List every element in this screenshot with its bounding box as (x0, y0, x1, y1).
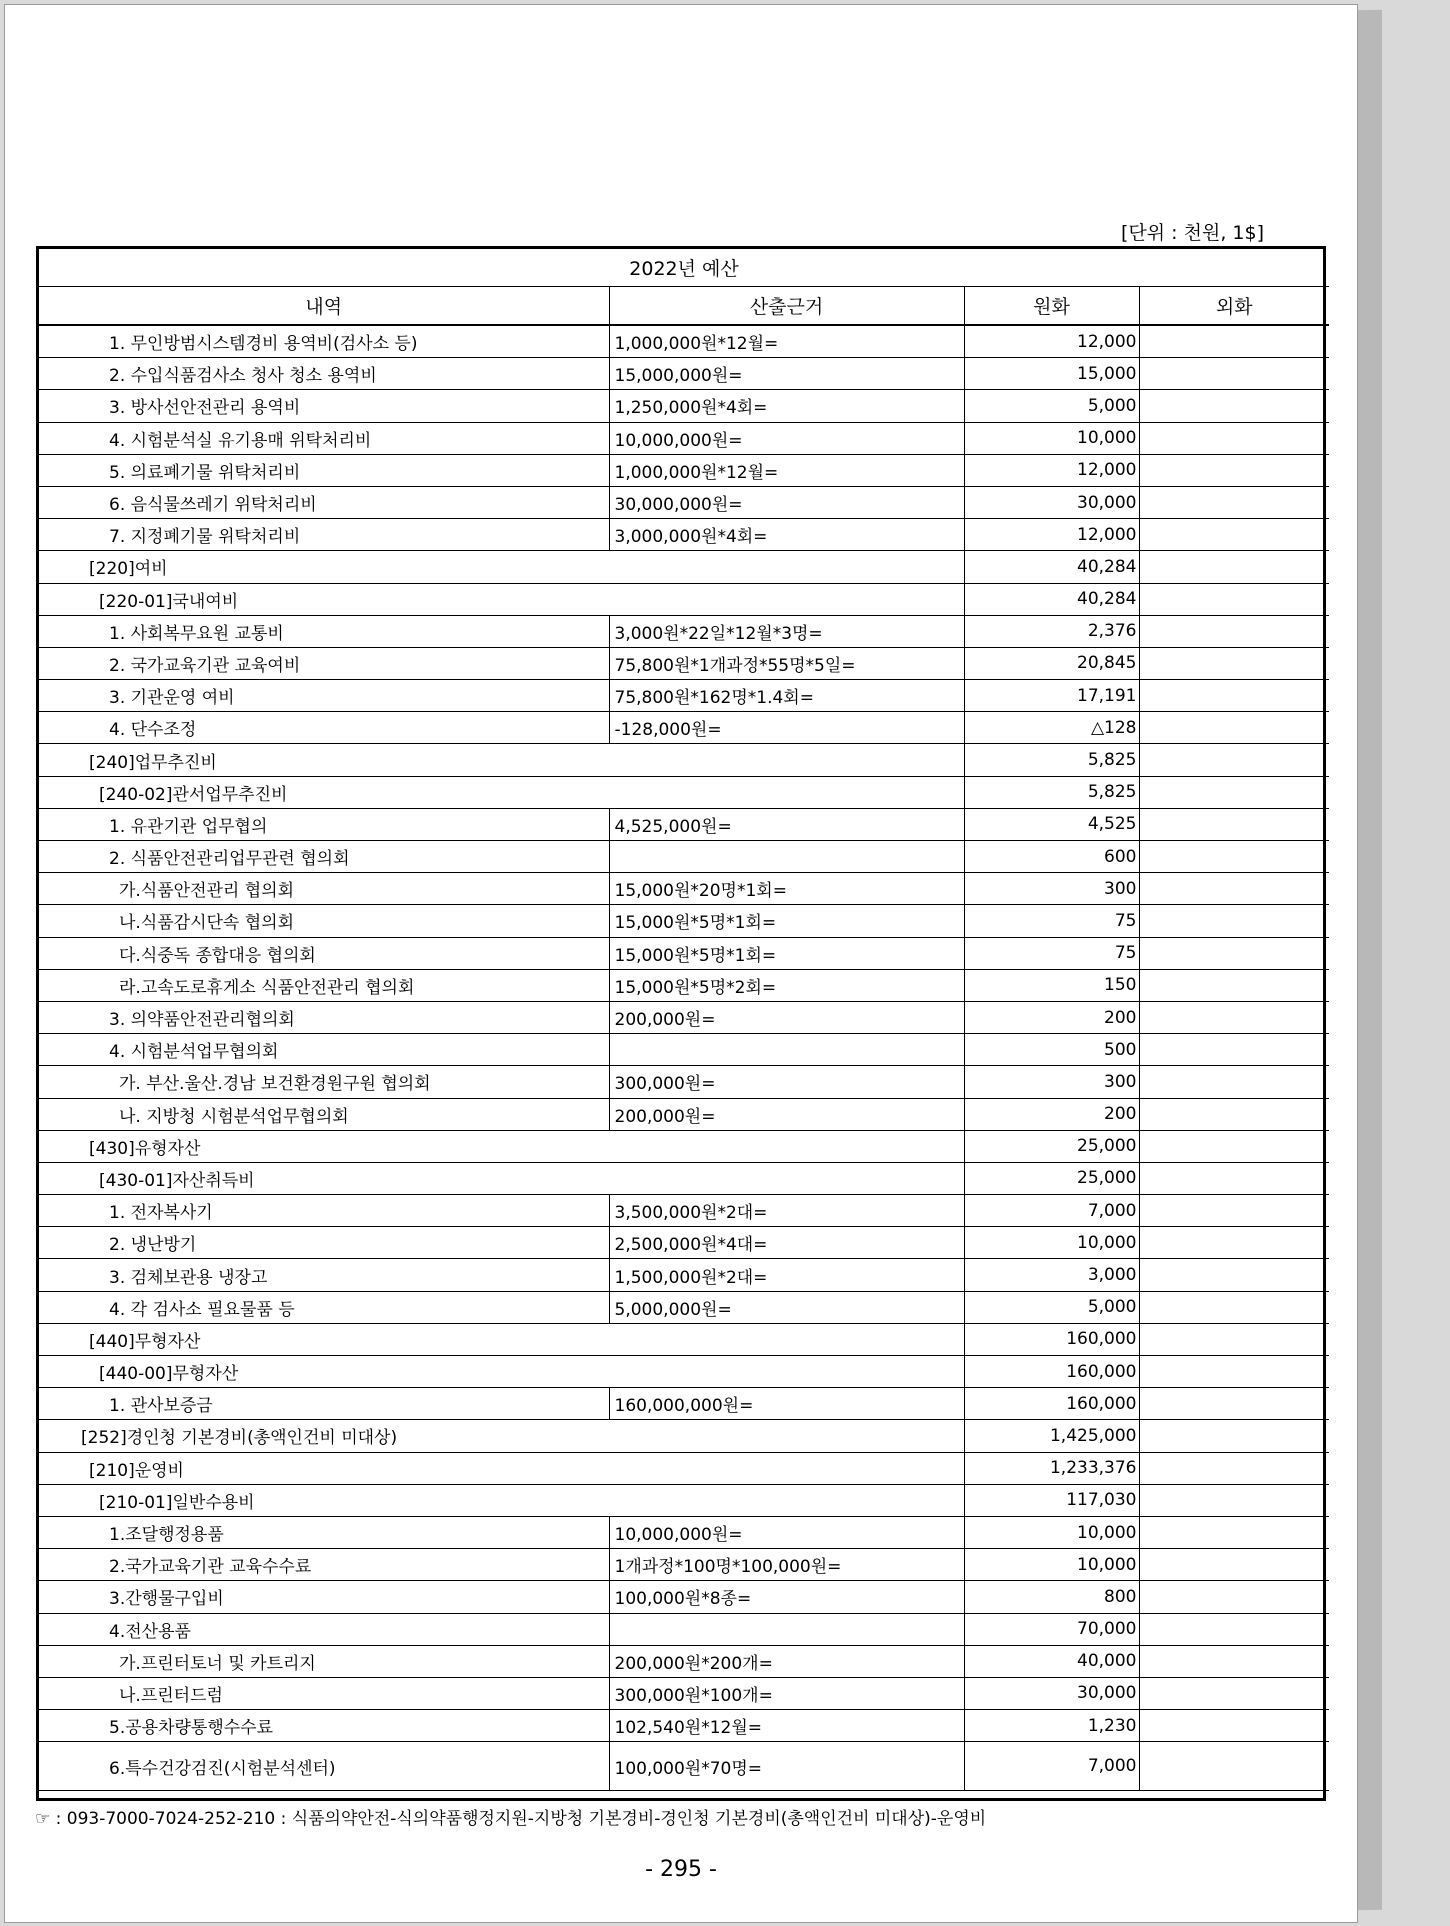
table-row (39, 969, 1329, 1001)
krw-cell: 1,230 (964, 1710, 1139, 1742)
krw-cell: 300 (964, 1066, 1139, 1098)
krw-cell: 117,030 (964, 1484, 1139, 1516)
krw-cell: 200 (964, 1098, 1139, 1130)
basis-cell: 4,525,000원= (609, 808, 964, 840)
table-row (39, 1323, 1329, 1355)
item-cell: 3. 방사선안전관리 용역비 (39, 390, 609, 422)
basis-cell: 15,000원*5명*2회= (609, 969, 964, 1001)
basis-cell: 3,000,000원*4회= (609, 519, 964, 551)
basis-cell: 100,000원*70명= (609, 1742, 964, 1791)
krw-cell: 40,284 (964, 583, 1139, 615)
foreign-cell (1139, 647, 1329, 679)
item-cell: 6. 음식물쓰레기 위탁처리비 (39, 486, 609, 518)
table-row (39, 1452, 1329, 1484)
table-row (39, 1098, 1329, 1130)
basis-cell: 3,000원*22일*12월*3명= (609, 615, 964, 647)
foreign-cell (1139, 1420, 1329, 1452)
item-cell: 2. 식품안전관리업무관련 협의회 (39, 841, 609, 873)
table-row (39, 1613, 1329, 1645)
krw-cell: 25,000 (964, 1162, 1139, 1194)
document-page (4, 4, 1358, 1923)
foreign-cell (1139, 937, 1329, 969)
table-row (39, 1420, 1329, 1452)
table-row (39, 1742, 1329, 1791)
item-cell: 2. 냉난방기 (39, 1227, 609, 1259)
item-cell: 4. 시험분석실 유기용매 위탁처리비 (39, 422, 609, 454)
table-row (39, 390, 1329, 422)
table-row (39, 1388, 1329, 1420)
basis-cell: 160,000,000원= (609, 1388, 964, 1420)
foreign-cell (1139, 1291, 1329, 1323)
foreign-cell (1139, 1001, 1329, 1033)
foreign-cell (1139, 744, 1329, 776)
basis-cell: 200,000원= (609, 1001, 964, 1033)
krw-cell: 10,000 (964, 1549, 1139, 1581)
foreign-cell (1139, 712, 1329, 744)
item-cell: 가.프린터토너 및 카트리지 (39, 1645, 609, 1677)
krw-cell: 5,825 (964, 744, 1139, 776)
krw-cell: 1,425,000 (964, 1420, 1139, 1452)
krw-cell: 800 (964, 1581, 1139, 1613)
foreign-cell (1139, 358, 1329, 390)
item-cell: 가.식품안전관리 협의회 (39, 873, 609, 905)
foreign-cell (1139, 1227, 1329, 1259)
krw-cell: 160,000 (964, 1323, 1139, 1355)
table-row (39, 1645, 1329, 1677)
table-row (39, 1516, 1329, 1548)
table-row (39, 680, 1329, 712)
foreign-cell (1139, 873, 1329, 905)
table-row (39, 1581, 1329, 1613)
header-basis: 산출근거 (609, 287, 964, 326)
table-row (39, 841, 1329, 873)
foreign-cell (1139, 841, 1329, 873)
basis-cell: 1,000,000원*12월= (609, 325, 964, 358)
item-cell: 4. 시험분석업무협의회 (39, 1034, 609, 1066)
foreign-cell (1139, 1162, 1329, 1194)
table-row (39, 937, 1329, 969)
table-row (39, 1356, 1329, 1388)
header-item: 내역 (39, 287, 609, 326)
basis-cell: 75,800원*162명*1.4회= (609, 680, 964, 712)
foreign-cell (1139, 325, 1329, 358)
table-row (39, 1001, 1329, 1033)
table-row (39, 1291, 1329, 1323)
krw-cell: 600 (964, 841, 1139, 873)
basis-cell: 10,000,000원= (609, 1516, 964, 1548)
table-row (39, 1066, 1329, 1098)
krw-cell: 4,525 (964, 808, 1139, 840)
table-row (39, 615, 1329, 647)
table-row (39, 454, 1329, 486)
budget-table (39, 249, 1329, 1791)
krw-cell: 3,000 (964, 1259, 1139, 1291)
basis-cell: 200,000원*200개= (609, 1645, 964, 1677)
krw-cell: 40,284 (964, 551, 1139, 583)
item-cell: [210]운영비 (39, 1452, 964, 1484)
krw-cell: 5,000 (964, 390, 1139, 422)
item-cell: 1.조달행정용품 (39, 1516, 609, 1548)
foreign-cell (1139, 1710, 1329, 1742)
basis-cell: 200,000원= (609, 1098, 964, 1130)
table-row (39, 776, 1329, 808)
foreign-cell (1139, 808, 1329, 840)
item-cell: [220-01]국내여비 (39, 583, 964, 615)
krw-cell: 75 (964, 905, 1139, 937)
basis-cell: 15,000원*20명*1회= (609, 873, 964, 905)
krw-cell: 160,000 (964, 1356, 1139, 1388)
krw-cell: 12,000 (964, 519, 1139, 551)
table-row (39, 583, 1329, 615)
item-cell: 3.간행물구입비 (39, 1581, 609, 1613)
item-cell: 1. 사회복무요원 교통비 (39, 615, 609, 647)
krw-cell: 12,000 (964, 454, 1139, 486)
item-cell: 3. 의약품안전관리협의회 (39, 1001, 609, 1033)
basis-cell: 15,000,000원= (609, 358, 964, 390)
krw-cell: 30,000 (964, 486, 1139, 518)
basis-cell: 300,000원= (609, 1066, 964, 1098)
item-cell: 4.전산용품 (39, 1613, 609, 1645)
krw-cell: 10,000 (964, 422, 1139, 454)
basis-cell: 5,000,000원= (609, 1291, 964, 1323)
foreign-cell (1139, 1742, 1329, 1791)
foreign-cell (1139, 1645, 1329, 1677)
foreign-cell (1139, 1356, 1329, 1388)
page-number: - 295 - (645, 1857, 717, 1882)
table-body (39, 325, 1329, 1791)
table-row (39, 1677, 1329, 1709)
foreign-cell (1139, 776, 1329, 808)
krw-cell: △128 (964, 712, 1139, 744)
foreign-cell (1139, 1452, 1329, 1484)
basis-cell: 75,800원*1개과정*55명*5일= (609, 647, 964, 679)
basis-cell (609, 1034, 964, 1066)
foreign-cell (1139, 583, 1329, 615)
basis-cell: 102,540원*12월= (609, 1710, 964, 1742)
foreign-cell (1139, 615, 1329, 647)
basis-cell (609, 1613, 964, 1645)
footnote: ☞ : 093-7000-7024-252-210 : 식품의약안전-식의약품행정지원-지방청 기본경비-경인청 기본경비(총액인건비 미대상)-운영비 (35, 1809, 987, 1829)
foreign-cell (1139, 1066, 1329, 1098)
item-cell: [220]여비 (39, 551, 964, 583)
foreign-cell (1139, 1034, 1329, 1066)
krw-cell: 25,000 (964, 1130, 1139, 1162)
item-cell: [252]경인청 기본경비(총액인건비 미대상) (39, 1420, 964, 1452)
basis-cell: 15,000원*5명*1회= (609, 905, 964, 937)
basis-cell: 300,000원*100개= (609, 1677, 964, 1709)
krw-cell: 12,000 (964, 325, 1139, 358)
item-cell: 2. 수입식품검사소 청사 청소 용역비 (39, 358, 609, 390)
item-cell: 5.공용차량통행수수료 (39, 1710, 609, 1742)
table-row (39, 1034, 1329, 1066)
foreign-cell (1139, 1581, 1329, 1613)
krw-cell: 5,000 (964, 1291, 1139, 1323)
table-row (39, 486, 1329, 518)
krw-cell: 7,000 (964, 1195, 1139, 1227)
krw-cell: 10,000 (964, 1516, 1139, 1548)
table-row (39, 1549, 1329, 1581)
header-krw: 원화 (964, 287, 1139, 326)
table-row (39, 1484, 1329, 1516)
foreign-cell (1139, 519, 1329, 551)
foreign-cell (1139, 680, 1329, 712)
foreign-cell (1139, 1098, 1329, 1130)
table-row (39, 712, 1329, 744)
foreign-cell (1139, 969, 1329, 1001)
item-cell: 가. 부산.울산.경남 보건환경원구원 협의회 (39, 1066, 609, 1098)
foreign-cell (1139, 390, 1329, 422)
krw-cell: 30,000 (964, 1677, 1139, 1709)
item-cell: [240-02]관서업무추진비 (39, 776, 964, 808)
page-edge-shadow (1356, 10, 1382, 1910)
krw-cell: 300 (964, 873, 1139, 905)
basis-cell: 1개과정*100명*100,000원= (609, 1549, 964, 1581)
krw-cell: 5,825 (964, 776, 1139, 808)
krw-cell: 40,000 (964, 1645, 1139, 1677)
foreign-cell (1139, 486, 1329, 518)
table-row (39, 519, 1329, 551)
basis-cell: 30,000,000원= (609, 486, 964, 518)
foreign-cell (1139, 1677, 1329, 1709)
item-cell: [240]업무추진비 (39, 744, 964, 776)
item-cell: 3. 검체보관용 냉장고 (39, 1259, 609, 1291)
foreign-cell (1139, 1259, 1329, 1291)
table-row (39, 551, 1329, 583)
item-cell: 5. 의료폐기물 위탁처리비 (39, 454, 609, 486)
item-cell: [430-01]자산취득비 (39, 1162, 964, 1194)
item-cell: 1. 유관기관 업무협의 (39, 808, 609, 840)
table-row (39, 808, 1329, 840)
foreign-cell (1139, 1516, 1329, 1548)
table-row (39, 905, 1329, 937)
krw-cell: 1,233,376 (964, 1452, 1139, 1484)
krw-cell: 160,000 (964, 1388, 1139, 1420)
unit-label: [단위 : 천원, 1$] (1121, 222, 1264, 244)
krw-cell: 17,191 (964, 680, 1139, 712)
table-row (39, 1710, 1329, 1742)
basis-cell: 2,500,000원*4대= (609, 1227, 964, 1259)
table-row (39, 1259, 1329, 1291)
foreign-cell (1139, 1613, 1329, 1645)
krw-cell: 200 (964, 1001, 1139, 1033)
item-cell: 라.고속도로휴게소 식품안전관리 협의회 (39, 969, 609, 1001)
foreign-cell (1139, 454, 1329, 486)
foreign-cell (1139, 905, 1329, 937)
krw-cell: 500 (964, 1034, 1139, 1066)
item-cell: 4. 단수조정 (39, 712, 609, 744)
table-row (39, 1130, 1329, 1162)
table-row (39, 1162, 1329, 1194)
item-cell: 1. 관사보증금 (39, 1388, 609, 1420)
item-cell: 1. 무인방범시스템경비 용역비(검사소 등) (39, 325, 609, 358)
table-row (39, 744, 1329, 776)
item-cell: 다.식중독 종합대응 협의회 (39, 937, 609, 969)
krw-cell: 7,000 (964, 1742, 1139, 1791)
item-cell: 6.특수건강검진(시험분석센터) (39, 1742, 609, 1791)
item-cell: 4. 각 검사소 필요물품 등 (39, 1291, 609, 1323)
krw-cell: 150 (964, 969, 1139, 1001)
table-row (39, 1227, 1329, 1259)
krw-cell: 20,845 (964, 647, 1139, 679)
basis-cell (609, 841, 964, 873)
item-cell: [440-00]무형자산 (39, 1356, 964, 1388)
foreign-cell (1139, 1195, 1329, 1227)
item-cell: 7. 지정폐기물 위탁처리비 (39, 519, 609, 551)
basis-cell: 1,500,000원*2대= (609, 1259, 964, 1291)
item-cell: [210-01]일반수용비 (39, 1484, 964, 1516)
table-row (39, 325, 1329, 358)
item-cell: 나.프린터드럼 (39, 1677, 609, 1709)
foreign-cell (1139, 551, 1329, 583)
basis-cell: -128,000원= (609, 712, 964, 744)
krw-cell: 15,000 (964, 358, 1139, 390)
krw-cell: 2,376 (964, 615, 1139, 647)
krw-cell: 75 (964, 937, 1139, 969)
item-cell: 2. 국가교육기관 교육여비 (39, 647, 609, 679)
foreign-cell (1139, 422, 1329, 454)
header-foreign: 외화 (1139, 287, 1329, 326)
foreign-cell (1139, 1130, 1329, 1162)
foreign-cell (1139, 1484, 1329, 1516)
table-row (39, 873, 1329, 905)
item-cell: 2.국가교육기관 교육수수료 (39, 1549, 609, 1581)
table-row (39, 422, 1329, 454)
foreign-cell (1139, 1323, 1329, 1355)
krw-cell: 10,000 (964, 1227, 1139, 1259)
item-cell: 나. 지방청 시험분석업무협의회 (39, 1098, 609, 1130)
item-cell: 1. 전자복사기 (39, 1195, 609, 1227)
basis-cell: 3,500,000원*2대= (609, 1195, 964, 1227)
basis-cell: 100,000원*8종= (609, 1581, 964, 1613)
item-cell: [430]유형자산 (39, 1130, 964, 1162)
foreign-cell (1139, 1388, 1329, 1420)
item-cell: 나.식품감시단속 협의회 (39, 905, 609, 937)
item-cell: [440]무형자산 (39, 1323, 964, 1355)
basis-cell: 10,000,000원= (609, 422, 964, 454)
table-row (39, 1195, 1329, 1227)
budget-table-frame (36, 246, 1326, 1801)
table-title: 2022년 예산 (39, 249, 1329, 287)
table-row (39, 647, 1329, 679)
basis-cell: 1,000,000원*12월= (609, 454, 964, 486)
basis-cell: 1,250,000원*4회= (609, 390, 964, 422)
foreign-cell (1139, 1549, 1329, 1581)
item-cell: 3. 기관운영 여비 (39, 680, 609, 712)
table-row (39, 358, 1329, 390)
basis-cell: 15,000원*5명*1회= (609, 937, 964, 969)
krw-cell: 70,000 (964, 1613, 1139, 1645)
